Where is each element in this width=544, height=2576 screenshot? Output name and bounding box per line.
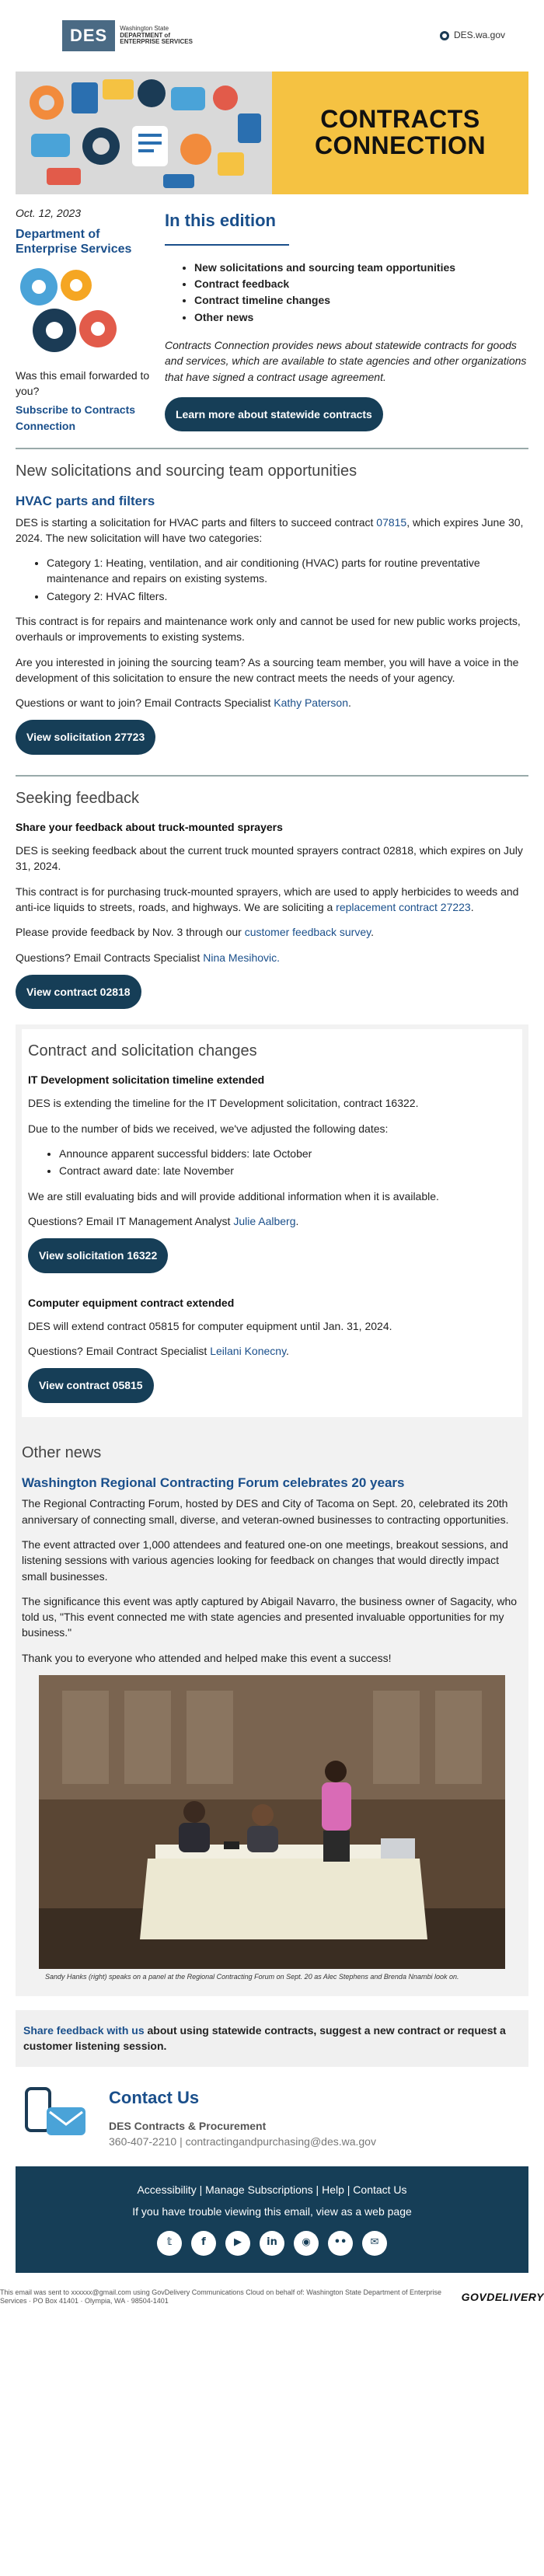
changes-section — [16, 1024, 528, 1431]
it-p2: Due to the number of bids we received, we've adjusted the following dates: — [28, 1122, 389, 1135]
site-link[interactable]: DES.wa.gov — [440, 29, 505, 42]
list-item: • Announce apparent successful bidders: late October — [59, 1146, 516, 1161]
feedback-survey-link[interactable]: customer feedback survey — [244, 926, 371, 939]
nina-mesihovic-link[interactable]: Nina Mesihovic. — [203, 951, 281, 964]
toc-item: • Contract feedback — [194, 276, 528, 291]
phone-link[interactable]: 360-407-2210 — [109, 2134, 177, 2148]
gears-graphic — [16, 262, 155, 365]
hvac-intro: DES is starting a solicitation for HVAC parts and filters to succeed contract 07815, which expires June 30, 2024. The new solicitation will have two categories: — [16, 515, 524, 544]
section-heading: Contract and solicitation changes — [28, 1042, 257, 1060]
other-news-section — [16, 1431, 528, 1996]
sent-notice: This email was sent to xxxxxx@gmail.com using GovDelivery Communications Cloud on behalf of: Washington State Department of Enterprise Services · PO Box 41401 · Olympia, WA · 98504-1401 — [0, 2288, 442, 2305]
email-link[interactable]: contractingandpurchasing@des.wa.gov — [185, 2134, 376, 2148]
forum-p2: The event attracted over 1,000 attendees and featured one-on one meetings, breakout sessions, and listening sessions with various agencies looking for feedback on changes that would directly impact small businesses. — [22, 1538, 508, 1583]
intro-sidebar — [16, 205, 155, 434]
instagram-icon[interactable]: ◉ — [294, 2231, 319, 2256]
list-item: • Category 1: Heating, ventilation, and air conditioning (HVAC) parts for routine preventative maintenance and repairs on existing systems. — [47, 555, 528, 587]
forum-p3: The significance this event was aptly captured by Abigail Navarro, the business owner of Sagacity, who told us, "This event connected me with state agencies and presented invaluable opportunities for my business." — [22, 1594, 518, 1639]
section-heading: New solicitations and sourcing team opportunities — [16, 462, 357, 480]
section-divider — [16, 775, 528, 777]
list-item: • Category 2: HVAC filters. — [47, 588, 528, 604]
it-questions: Questions? Email IT Management Analyst Julie Aalberg. — [28, 1214, 299, 1227]
email-footer — [16, 2166, 528, 2273]
subscribe-link[interactable]: Subscribe to Contracts Connection — [16, 403, 136, 432]
youtube-icon[interactable]: ▶ — [225, 2231, 250, 2256]
intro-section — [16, 205, 528, 434]
sprayers-p2: This contract is for purchasing truck-mounted sprayers, which are used to apply herbicides to weeds and anti-ice liquids to streets, roads, and highways. We are soliciting a replacement contract 27223. — [16, 885, 519, 913]
forum-photo-graphic — [39, 1675, 505, 1969]
gears-icon — [16, 262, 124, 365]
it-p1: DES is extending the timeline for the IT Development solicitation, contract 16322. — [28, 1097, 419, 1110]
edition-title: In this edition — [165, 211, 276, 230]
hero-title-panel — [272, 72, 528, 194]
view-solicitation-16322-button[interactable]: View solicitation 16322 — [28, 1238, 168, 1272]
new-solicitations-section — [16, 460, 528, 755]
contact-us-link[interactable]: Contact Us — [353, 2183, 407, 2197]
toc-item: • New solicitations and sourcing team opportunities — [194, 260, 528, 275]
globe-icon — [440, 31, 449, 40]
hero-title: CONTRACTS CONNECTION — [314, 105, 486, 159]
feedback-section — [16, 787, 528, 1009]
accessibility-link[interactable]: Accessibility — [137, 2183, 197, 2197]
section-heading: Other news — [22, 1443, 102, 1461]
contact-section — [16, 2086, 528, 2149]
replacement-contract-link[interactable]: replacement contract 27223 — [336, 900, 471, 913]
list-item: • Contract award date: late November — [59, 1163, 516, 1178]
ce-heading: Computer equipment contract extended — [28, 1296, 235, 1309]
forum-p4: Thank you to everyone who attended and helped make this event a success! — [22, 1651, 392, 1664]
view-contract-05815-button[interactable]: View contract 05815 — [28, 1368, 154, 1402]
govdelivery-logo[interactable]: GOVDELIVERY — [461, 2291, 544, 2304]
forum-p1: The Regional Contracting Forum, hosted by DES and City of Tacoma on Sept. 20, celebrated its 20th anniversary of connecting small, diverse, and veteran-owned businesses to contracting opportunities. — [22, 1497, 509, 1526]
hero-banner — [16, 72, 528, 194]
forum-heading: Washington Regional Contracting Forum celebrates 20 years — [22, 1475, 405, 1490]
leilani-konecny-link[interactable]: Leilani Konecny — [210, 1345, 287, 1358]
it-p3: We are still evaluating bids and will provide additional information when it is available. — [28, 1189, 439, 1202]
toc-item: • Contract timeline changes — [194, 292, 528, 308]
section-divider — [16, 448, 528, 449]
social-links — [16, 2231, 528, 2256]
julie-aalberg-link[interactable]: Julie Aalberg — [233, 1214, 296, 1227]
logo-text: Washington State DEPARTMENT of ENTERPRISE SERVICES — [120, 24, 193, 46]
footer-links: Accessibility | Manage Subscriptions | Help | Contact Us — [137, 2183, 407, 2197]
ce-p1: DES will extend contract 05815 for computer equipment until Jan. 31, 2024. — [28, 1319, 392, 1332]
share-feedback-link[interactable]: Share feedback with us — [23, 2024, 145, 2037]
email-icon[interactable]: ✉ — [362, 2231, 387, 2256]
govdelivery-bar — [0, 2273, 544, 2306]
it-heading: IT Development solicitation timeline extended — [28, 1073, 265, 1087]
twitter-icon[interactable]: 𝕥 — [157, 2231, 182, 2256]
view-solicitation-27723-button[interactable]: View solicitation 27723 — [16, 720, 155, 754]
edition-summary — [155, 205, 528, 434]
contact-details — [109, 2086, 376, 2149]
edition-rule — [165, 244, 289, 246]
hero-illustration — [16, 72, 272, 194]
hvac-scope: This contract is for repairs and maintenance work only and cannot be used for new public works projects, overhauls or improvements to existing systems. — [16, 614, 521, 644]
sprayers-p3: Please provide feedback by Nov. 3 through our customer feedback survey. — [16, 926, 374, 939]
sprayers-heading: Share your feedback about truck-mounted sprayers — [16, 820, 283, 833]
contact-org: DES Contracts & Procurement — [109, 2119, 267, 2132]
hvac-categories — [47, 555, 528, 604]
linkedin-icon[interactable]: in — [260, 2231, 284, 2256]
section-heading: Seeking feedback — [16, 789, 140, 807]
view-contract-02818-button[interactable]: View contract 02818 — [16, 975, 141, 1009]
dept-name: Department of Enterprise Services — [16, 228, 132, 257]
web-page-link[interactable]: web page — [364, 2205, 412, 2218]
edition-description: Contracts Connection provides news about statewide contracts for goods and services, which are available to state agencies and other organizations that have signed a contract usage agreement. — [165, 339, 527, 383]
hvac-sourcing-team: Are you interested in joining the sourcing team? As a sourcing team member, you will have a voice in the development of this solicitation to ensure the new contract meets the needs of your agency. — [16, 655, 519, 684]
manage-subscriptions-link[interactable]: Manage Subscriptions — [205, 2183, 313, 2197]
issue-date: Oct. 12, 2023 — [16, 207, 82, 219]
forward-text: Was this email forwarded to you? — [16, 368, 150, 397]
changes-inner — [22, 1029, 522, 1417]
sprayers-p1: DES is seeking feedback about the current truck mounted sprayers contract 02818, which expires on July 31, 2024. — [16, 844, 523, 873]
learn-more-button[interactable]: Learn more about statewide contracts — [165, 397, 383, 431]
it-dates — [59, 1146, 516, 1179]
toc-item: • Other news — [194, 309, 528, 325]
forum-photo — [39, 1675, 505, 1969]
contract-07815-link[interactable]: 07815 — [376, 515, 407, 529]
contact-title: Contact Us — [109, 2087, 200, 2107]
phone-email-icon — [20, 2086, 90, 2148]
logo-abbr: DES — [62, 20, 115, 51]
kathy-paterson-link[interactable]: Kathy Paterson — [274, 696, 348, 710]
contact-icon — [20, 2086, 90, 2148]
email-header — [0, 0, 544, 72]
contact-line: 360-407-2210 | contractingandpurchasing@des.wa.gov — [109, 2134, 376, 2148]
table-of-contents — [194, 260, 528, 325]
facebook-icon[interactable]: f — [191, 2231, 216, 2256]
hvac-heading: HVAC parts and filters — [16, 493, 155, 508]
ce-questions: Questions? Email Contract Specialist Leilani Konecny. — [28, 1345, 289, 1358]
feedback-cta: Share feedback with us about using statewide contracts, suggest a new contract or request a customer listening session. — [16, 2010, 528, 2067]
help-link[interactable]: Help — [322, 2183, 344, 2197]
hvac-questions: Questions or want to join? Email Contracts Specialist Kathy Paterson. — [16, 696, 351, 710]
sprayers-questions: Questions? Email Contracts Specialist Nina Mesihovic. — [16, 951, 281, 964]
flickr-icon[interactable]: •• — [328, 2231, 353, 2256]
photo-caption: Sandy Hanks (right) speaks on a panel at the Regional Contracting Forum on Sept. 20 as Alec Stephens and Brenda Nnambi look on. — [45, 1973, 459, 1981]
hero-illustration-graphic — [16, 72, 272, 194]
trouble-viewing: If you have trouble viewing this email, view as a web page — [132, 2205, 412, 2218]
des-logo[interactable] — [62, 20, 193, 51]
